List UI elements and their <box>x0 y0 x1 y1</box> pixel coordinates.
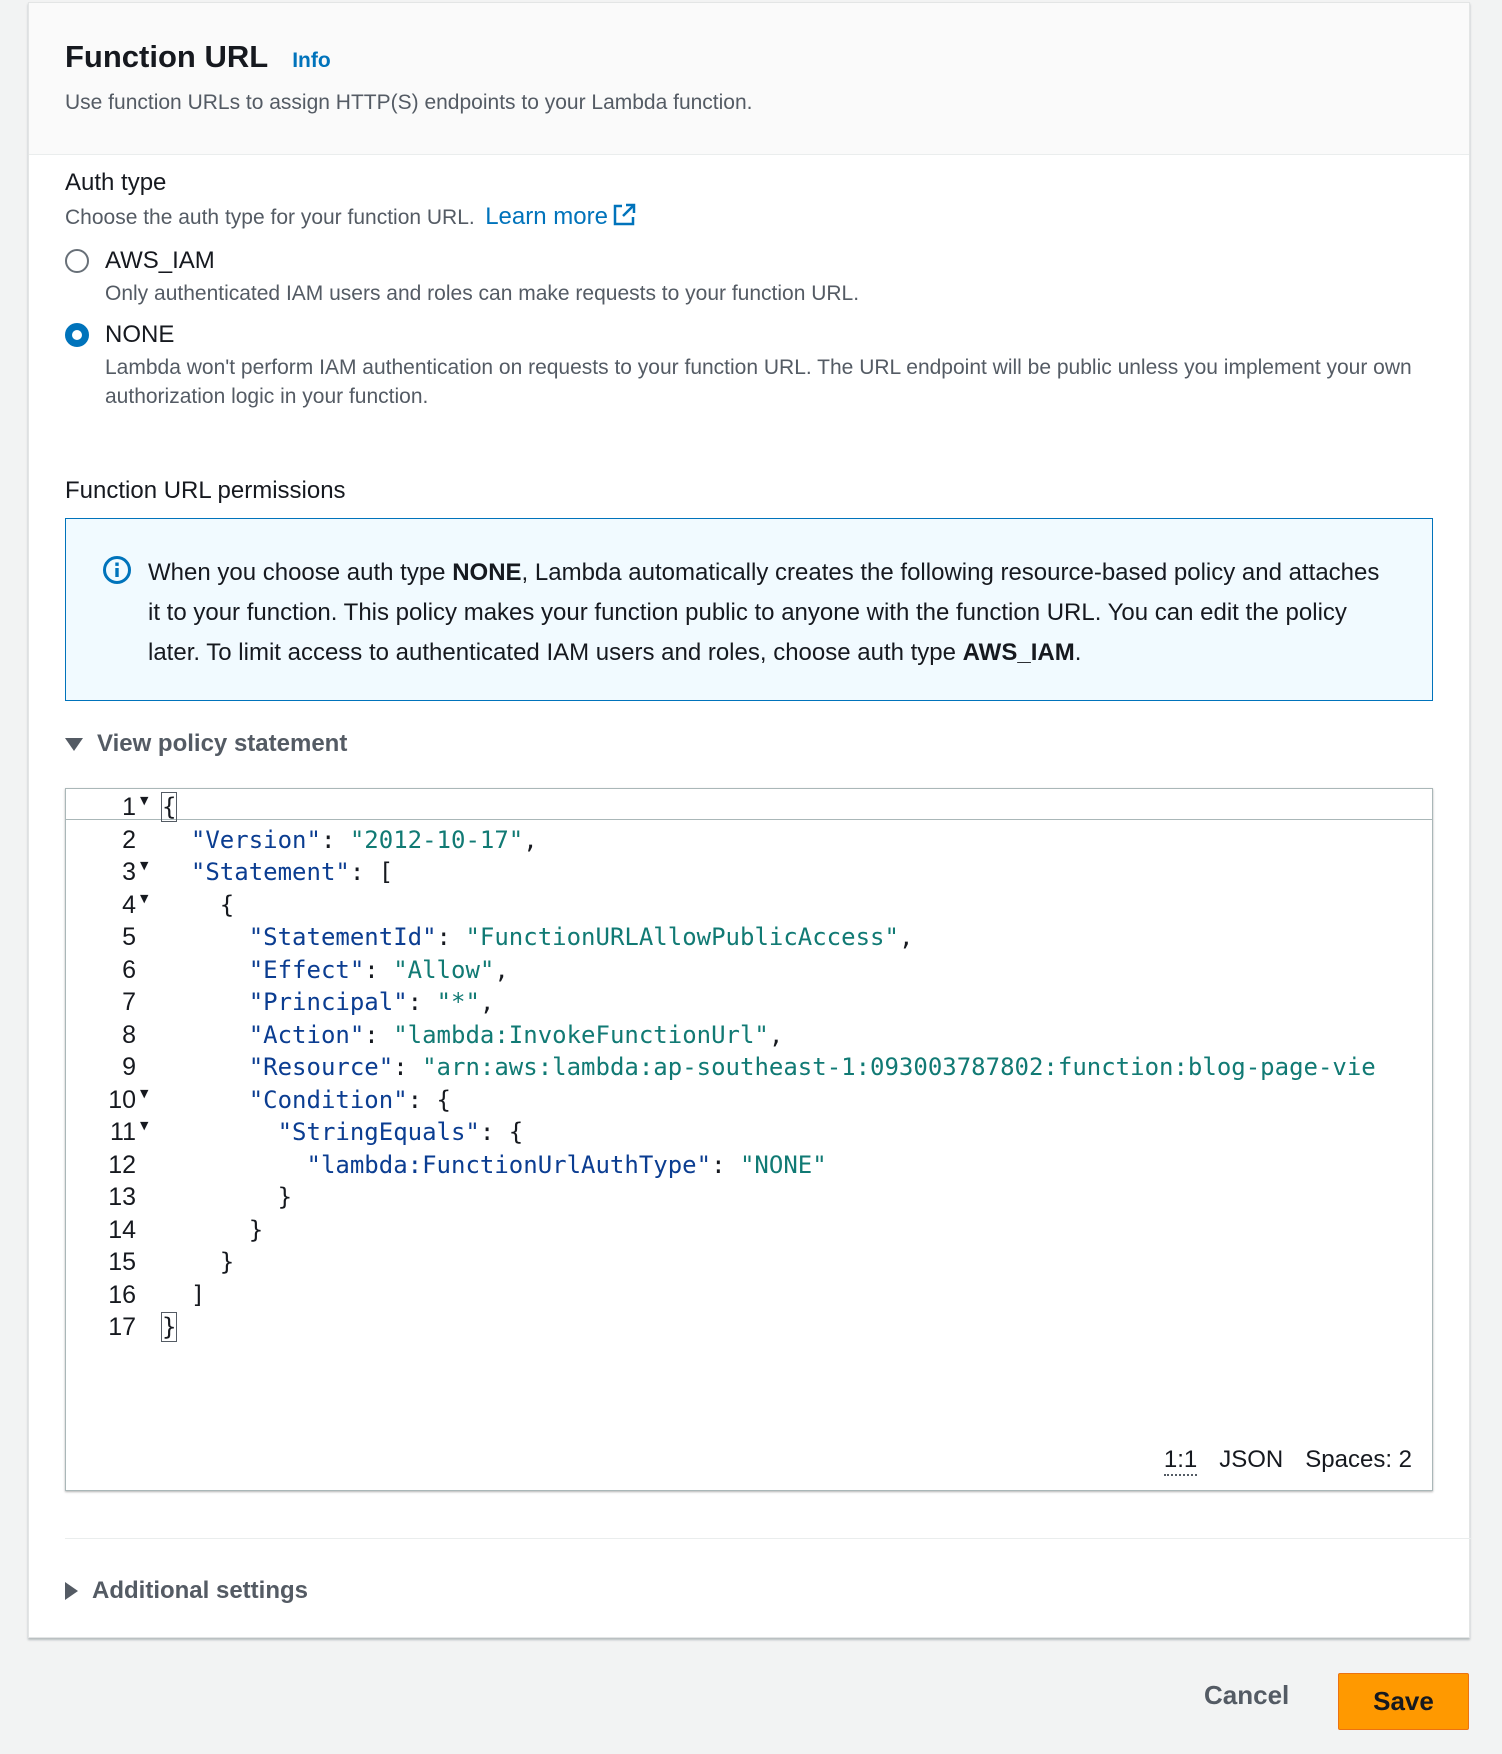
json-key: "Action" <box>248 1020 365 1049</box>
fold-toggle-icon[interactable]: ▼ <box>140 859 149 872</box>
auth-type-label: Auth type <box>65 169 167 196</box>
line-number: 2 <box>122 825 136 854</box>
caret-down-icon <box>65 738 83 751</box>
info-alert <box>65 518 1433 701</box>
json-string: "*" <box>436 988 480 1016</box>
json-string: "NONE" <box>739 1150 827 1179</box>
page-title: Function URL <box>65 39 269 74</box>
none-label[interactable]: NONE <box>105 321 175 348</box>
json-punctuation: : <box>436 923 466 951</box>
line-number: 15 <box>108 1248 136 1276</box>
json-punctuation: { <box>162 890 235 919</box>
json-punctuation: ] <box>162 1280 206 1309</box>
code-line[interactable] <box>66 954 1433 986</box>
caret-right-icon <box>65 1582 78 1600</box>
alert-text-2: , Lambda automatically creates the following resource-based policy and attaches it to your function. This policy makes your function public to anyone with the function URL. You can edit the policy later. To limit access to authenticated IAM users and roles, choose auth type <box>148 559 1380 666</box>
json-key: "Effect" <box>248 955 365 984</box>
json-punctuation: : <box>364 1020 394 1049</box>
code-text <box>162 824 538 856</box>
line-number: 6 <box>122 955 136 984</box>
json-punctuation: , <box>494 955 509 984</box>
json-punctuation: , <box>768 1020 784 1049</box>
learn-more-label: Learn more <box>485 203 608 230</box>
json-punctuation: : { <box>479 1118 524 1146</box>
code-line[interactable] <box>66 1181 1433 1213</box>
view-policy-label[interactable]: View policy statement <box>97 730 348 757</box>
line-number: 1 <box>122 793 136 821</box>
learn-more-link[interactable] <box>485 203 636 230</box>
code-text <box>162 1311 176 1343</box>
json-punctuation <box>162 1118 278 1146</box>
json-key: "StatementId" <box>248 923 437 951</box>
code-text <box>162 1019 783 1051</box>
json-punctuation: } <box>162 1248 235 1276</box>
title-row <box>65 39 1433 75</box>
cancel-button[interactable]: Cancel <box>1190 1672 1303 1719</box>
json-string: "Allow" <box>393 955 495 984</box>
editor-status-bar <box>1164 1446 1412 1476</box>
code-text <box>162 1279 205 1311</box>
external-link-icon <box>612 203 636 227</box>
code-line[interactable] <box>66 1279 1433 1311</box>
json-punctuation: : <box>711 1150 740 1179</box>
json-punctuation: } <box>162 1313 177 1341</box>
code-text <box>162 954 509 986</box>
json-punctuation <box>162 826 191 854</box>
code-line[interactable] <box>66 1214 1433 1246</box>
json-punctuation <box>162 1086 249 1114</box>
json-key: "StringEquals" <box>277 1118 480 1146</box>
code-text <box>162 1181 292 1213</box>
line-number: 7 <box>122 988 136 1016</box>
json-punctuation: , <box>898 923 914 951</box>
code-line[interactable] <box>66 1311 1433 1343</box>
json-key: "Resource" <box>248 1053 394 1081</box>
json-punctuation: : <box>364 955 394 984</box>
none-description: Lambda won't perform IAM authentication on requests to your function URL. The URL endpoint will be public unless you implement your own authorization logic in your function. <box>105 356 1412 408</box>
additional-settings-expander[interactable] <box>65 1577 308 1605</box>
code-line[interactable] <box>66 856 1433 888</box>
alert-text-3: . <box>1074 639 1082 666</box>
aws-iam-description: Only authenticated IAM users and roles can make requests to your function URL. <box>105 282 860 305</box>
line-number: 3 <box>122 858 136 886</box>
permissions-label: Function URL permissions <box>65 477 346 504</box>
alert-bold-none: NONE <box>452 559 522 586</box>
line-number: 11 <box>110 1118 136 1146</box>
panel-header <box>29 3 1469 155</box>
code-text <box>162 856 393 888</box>
json-punctuation: , <box>523 825 538 854</box>
code-text <box>162 1246 234 1278</box>
auth-type-description: Choose the auth type for your function URL. <box>65 206 475 229</box>
line-number: 16 <box>108 1280 136 1309</box>
aws-iam-radio[interactable] <box>65 249 89 273</box>
json-key: "Version" <box>190 825 321 854</box>
json-punctuation: : <box>407 988 437 1016</box>
code-text <box>162 1149 827 1181</box>
none-radio[interactable] <box>65 323 89 347</box>
json-key: "Statement" <box>190 858 350 886</box>
line-number: 14 <box>108 1215 136 1244</box>
json-key: "lambda:FunctionUrlAuthType" <box>306 1150 712 1179</box>
editor-spaces: Spaces: 2 <box>1305 1446 1412 1473</box>
json-punctuation: : <box>320 825 350 854</box>
json-key: "Condition" <box>248 1085 408 1114</box>
view-policy-expander[interactable] <box>65 730 347 758</box>
section-divider <box>65 1538 1471 1539</box>
info-link[interactable]: Info <box>292 49 331 72</box>
editor-language: JSON <box>1219 1446 1284 1473</box>
code-text <box>162 1116 523 1148</box>
json-punctuation <box>162 988 249 1016</box>
code-text <box>162 1214 263 1246</box>
line-number: 8 <box>122 1020 136 1049</box>
fold-toggle-icon[interactable]: ▼ <box>140 891 149 905</box>
code-line[interactable] <box>66 824 1433 856</box>
line-number: 17 <box>108 1313 136 1341</box>
json-punctuation: : { <box>407 1085 452 1114</box>
fold-toggle-icon[interactable]: ▼ <box>140 1119 149 1132</box>
policy-editor[interactable] <box>65 788 1433 1491</box>
line-number: 12 <box>108 1150 136 1179</box>
code-text <box>162 921 913 953</box>
fold-toggle-icon[interactable]: ▼ <box>140 794 149 807</box>
alert-message <box>148 553 1392 700</box>
json-punctuation <box>162 923 249 951</box>
code-line[interactable] <box>66 986 1433 1018</box>
code-line[interactable] <box>66 1246 1433 1278</box>
code-line[interactable] <box>66 791 1433 823</box>
line-number: 9 <box>122 1053 136 1081</box>
fold-toggle-icon[interactable]: ▼ <box>140 1086 149 1100</box>
json-string: "arn:aws:lambda:ap-southeast-1:093003787802:function:blog-page-vie <box>422 1053 1376 1081</box>
code-text <box>162 791 176 823</box>
code-line[interactable] <box>66 1116 1433 1148</box>
line-number: 4 <box>122 890 136 919</box>
json-punctuation: : <box>393 1053 423 1081</box>
json-punctuation: } <box>162 1215 264 1244</box>
json-punctuation: { <box>162 793 177 821</box>
page-subtitle: Use function URLs to assign HTTP(S) endpoints to your Lambda function. <box>65 91 753 114</box>
json-punctuation <box>162 956 249 984</box>
line-number: 5 <box>122 923 136 951</box>
function-url-panel <box>28 2 1470 1638</box>
code-text <box>162 1084 451 1116</box>
additional-settings-label[interactable]: Additional settings <box>92 1577 308 1604</box>
json-string: "lambda:InvokeFunctionUrl" <box>393 1020 769 1049</box>
info-icon <box>102 555 132 700</box>
json-key: "Principal" <box>248 988 408 1016</box>
json-punctuation <box>162 858 191 886</box>
json-punctuation <box>162 1151 307 1179</box>
alert-text-1: When you choose auth type <box>148 559 453 586</box>
json-punctuation <box>162 1053 249 1081</box>
json-punctuation: , <box>479 988 495 1016</box>
code-line[interactable] <box>66 1019 1433 1051</box>
json-punctuation <box>162 1021 249 1049</box>
cursor-position[interactable]: 1:1 <box>1164 1446 1197 1476</box>
line-number: 10 <box>108 1085 136 1114</box>
auth-type-description-row <box>65 203 636 231</box>
json-punctuation: : [ <box>349 858 394 886</box>
radio-option-aws-iam[interactable] <box>65 247 215 275</box>
code-text <box>162 986 494 1018</box>
code-line[interactable] <box>66 1084 1433 1116</box>
json-string: "FunctionURLAllowPublicAccess" <box>465 923 899 951</box>
code-text <box>162 889 234 921</box>
aws-iam-label[interactable]: AWS_IAM <box>105 247 215 274</box>
save-button[interactable]: Save <box>1338 1673 1469 1730</box>
line-number: 13 <box>108 1183 136 1211</box>
alert-bold-aws-iam: AWS_IAM <box>962 639 1075 666</box>
json-string: "2012-10-17" <box>349 825 524 854</box>
code-text <box>162 1051 1376 1083</box>
code-line[interactable] <box>66 1051 1433 1083</box>
radio-option-none[interactable] <box>65 321 174 349</box>
code-line[interactable] <box>66 1149 1433 1181</box>
code-line[interactable] <box>66 889 1433 921</box>
json-punctuation: } <box>162 1183 293 1211</box>
code-line[interactable] <box>66 921 1433 953</box>
